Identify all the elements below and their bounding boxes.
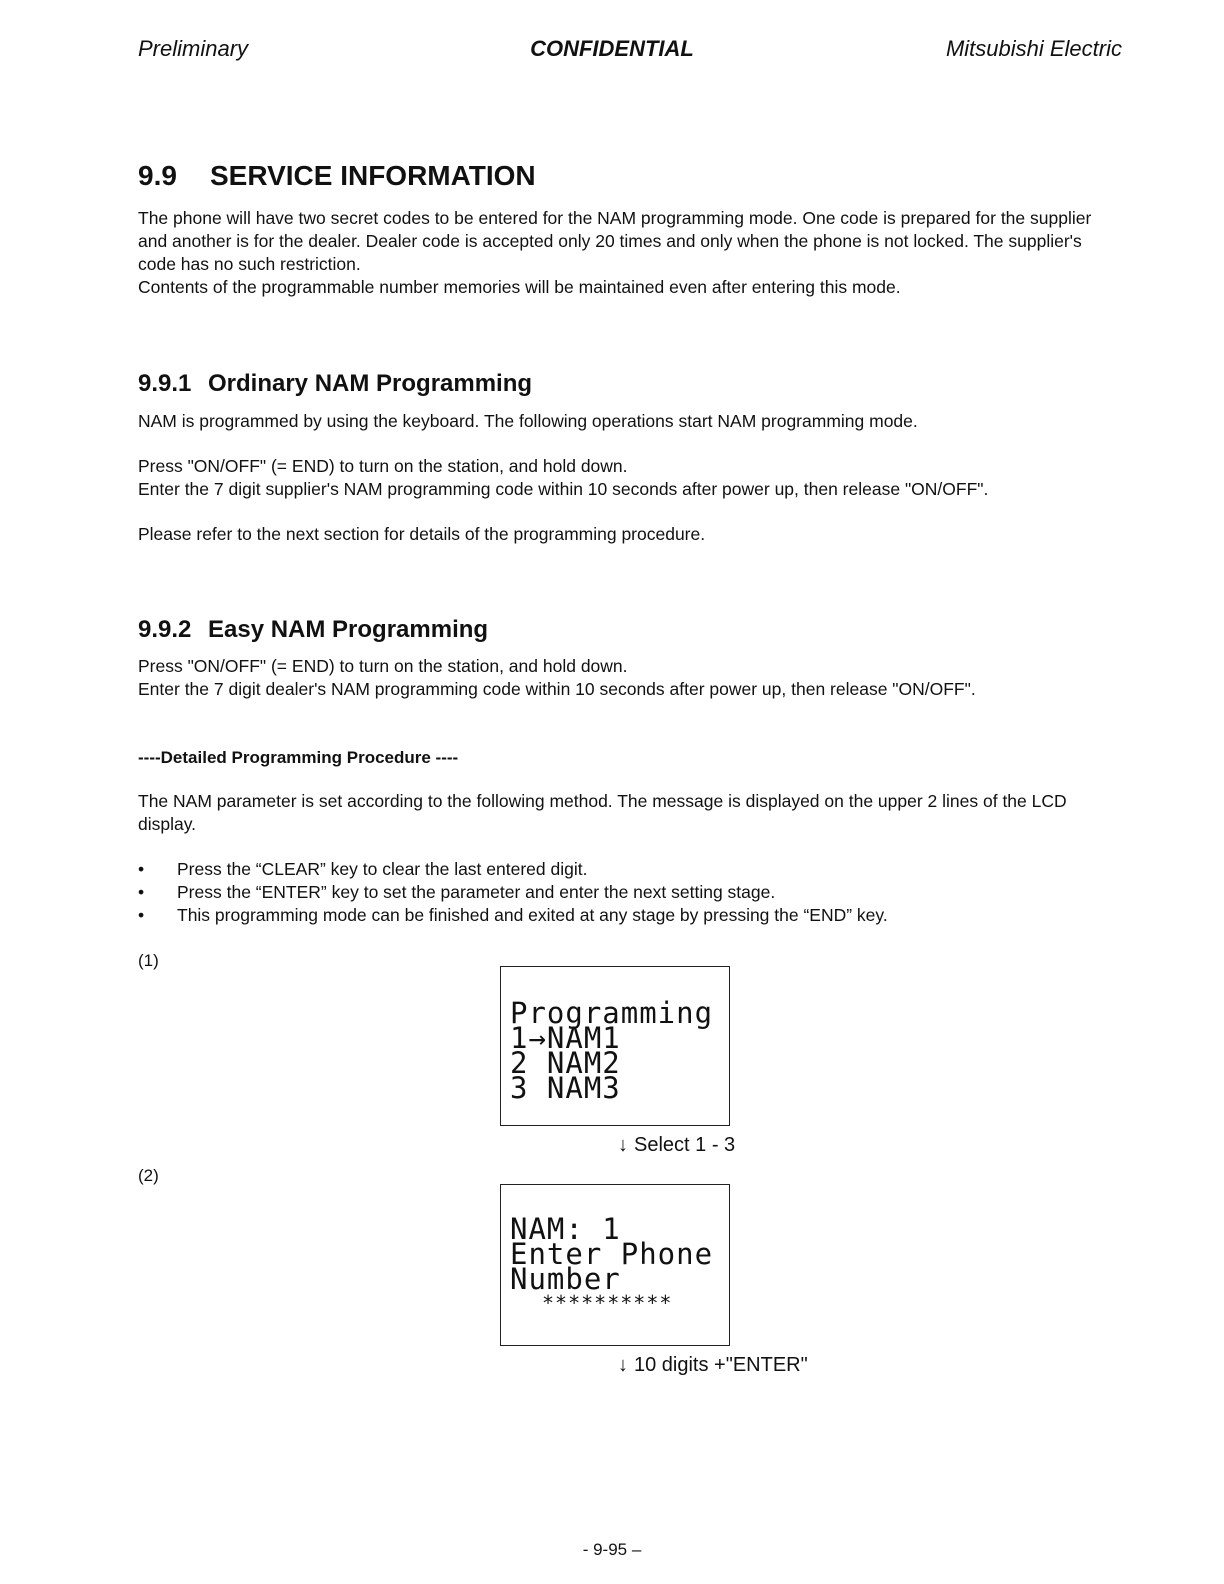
lcd-display-2 xyxy=(500,1184,730,1346)
subsection-title: Ordinary NAM Programming xyxy=(208,370,533,397)
header-preliminary: Preliminary xyxy=(138,36,249,61)
step-label-2: (2) xyxy=(138,1166,159,1185)
page-number: - 9-95 – xyxy=(582,1540,642,1559)
procedure-intro-block xyxy=(138,790,1098,836)
lcd-line: Enter Phone xyxy=(510,1237,714,1271)
caption-select xyxy=(618,1134,735,1157)
list-item: • Press the “ENTER” key to set the parameter and enter the next setting stage. xyxy=(136,881,1096,904)
caption-text: Select 1 - 3 xyxy=(634,1134,736,1156)
ordinary-body xyxy=(138,410,1108,546)
header-company: Mitsubishi Electric xyxy=(945,36,1122,61)
section-body xyxy=(138,207,1098,299)
lcd-line: Programming xyxy=(510,996,714,1030)
step-label-1: (1) xyxy=(138,951,159,970)
section-heading xyxy=(138,160,536,192)
down-arrow-icon: ↓ xyxy=(618,1134,628,1156)
section-title: SERVICE INFORMATION xyxy=(210,160,536,191)
procedure-intro: The NAM parameter is set according to the following method. The message is displayed on the upper 2 lines of the LCD display. xyxy=(138,791,1067,834)
subsection-heading-ordinary xyxy=(138,370,532,398)
down-arrow-icon: ↓ xyxy=(618,1354,628,1376)
lcd-line: Number xyxy=(510,1262,621,1296)
procedure-bullet-list xyxy=(136,858,1096,927)
ordinary-intro: NAM is programmed by using the keyboard. The following operations start NAM programming mode. xyxy=(138,411,918,431)
easy-body xyxy=(138,655,1108,701)
lcd-line: 1→NAM1 xyxy=(510,1021,621,1055)
subsection-heading-easy xyxy=(138,616,488,644)
section-number: 9.9 xyxy=(138,160,177,191)
list-item: • Press the “CLEAR” key to clear the last entered digit. xyxy=(136,858,1096,881)
lcd-line: 2 NAM2 xyxy=(510,1046,621,1080)
ordinary-note: Please refer to the next section for details of the programming procedure. xyxy=(138,524,706,544)
list-item: • This programming mode can be finished and exited at any stage by pressing the “END” key. xyxy=(136,904,1096,927)
easy-step-enter: Enter the 7 digit dealer's NAM programming code within 10 seconds after power up, then release "ON/OFF". xyxy=(138,679,976,699)
easy-step-press: Press "ON/OFF" (= END) to turn on the station, and hold down. xyxy=(138,656,628,676)
subsection-title: Easy NAM Programming xyxy=(208,616,489,643)
lcd-line: 3 NAM3 xyxy=(510,1071,621,1105)
section-paragraph: The phone will have two secret codes to be entered for the NAM programming mode. One code is prepared for the supplier and another is for the dealer. Dealer code is accepted only 20 times and only when the phone is not locked. The supplier's code has no such restriction. xyxy=(138,208,1092,274)
section-paragraph: Contents of the programmable number memories will be maintained even after entering this mode. xyxy=(138,277,901,297)
ordinary-step-press: Press "ON/OFF" (= END) to turn on the station, and hold down. xyxy=(138,456,628,476)
procedure-heading: ----Detailed Programming Procedure ---- xyxy=(138,748,459,767)
subsection-number: 9.9.2 xyxy=(138,616,192,643)
caption-text: 10 digits +"ENTER" xyxy=(634,1354,808,1376)
ordinary-step-enter: Enter the 7 digit supplier's NAM programming code within 10 seconds after power up, then release "ON/OFF". xyxy=(138,479,989,499)
caption-digits xyxy=(618,1354,808,1377)
lcd-display-1 xyxy=(500,966,730,1126)
lcd-line: NAM: 1 xyxy=(510,1212,621,1246)
header-confidential: CONFIDENTIAL xyxy=(530,36,694,61)
lcd-masked-number: ********** xyxy=(542,1291,673,1315)
subsection-number: 9.9.1 xyxy=(138,370,192,397)
